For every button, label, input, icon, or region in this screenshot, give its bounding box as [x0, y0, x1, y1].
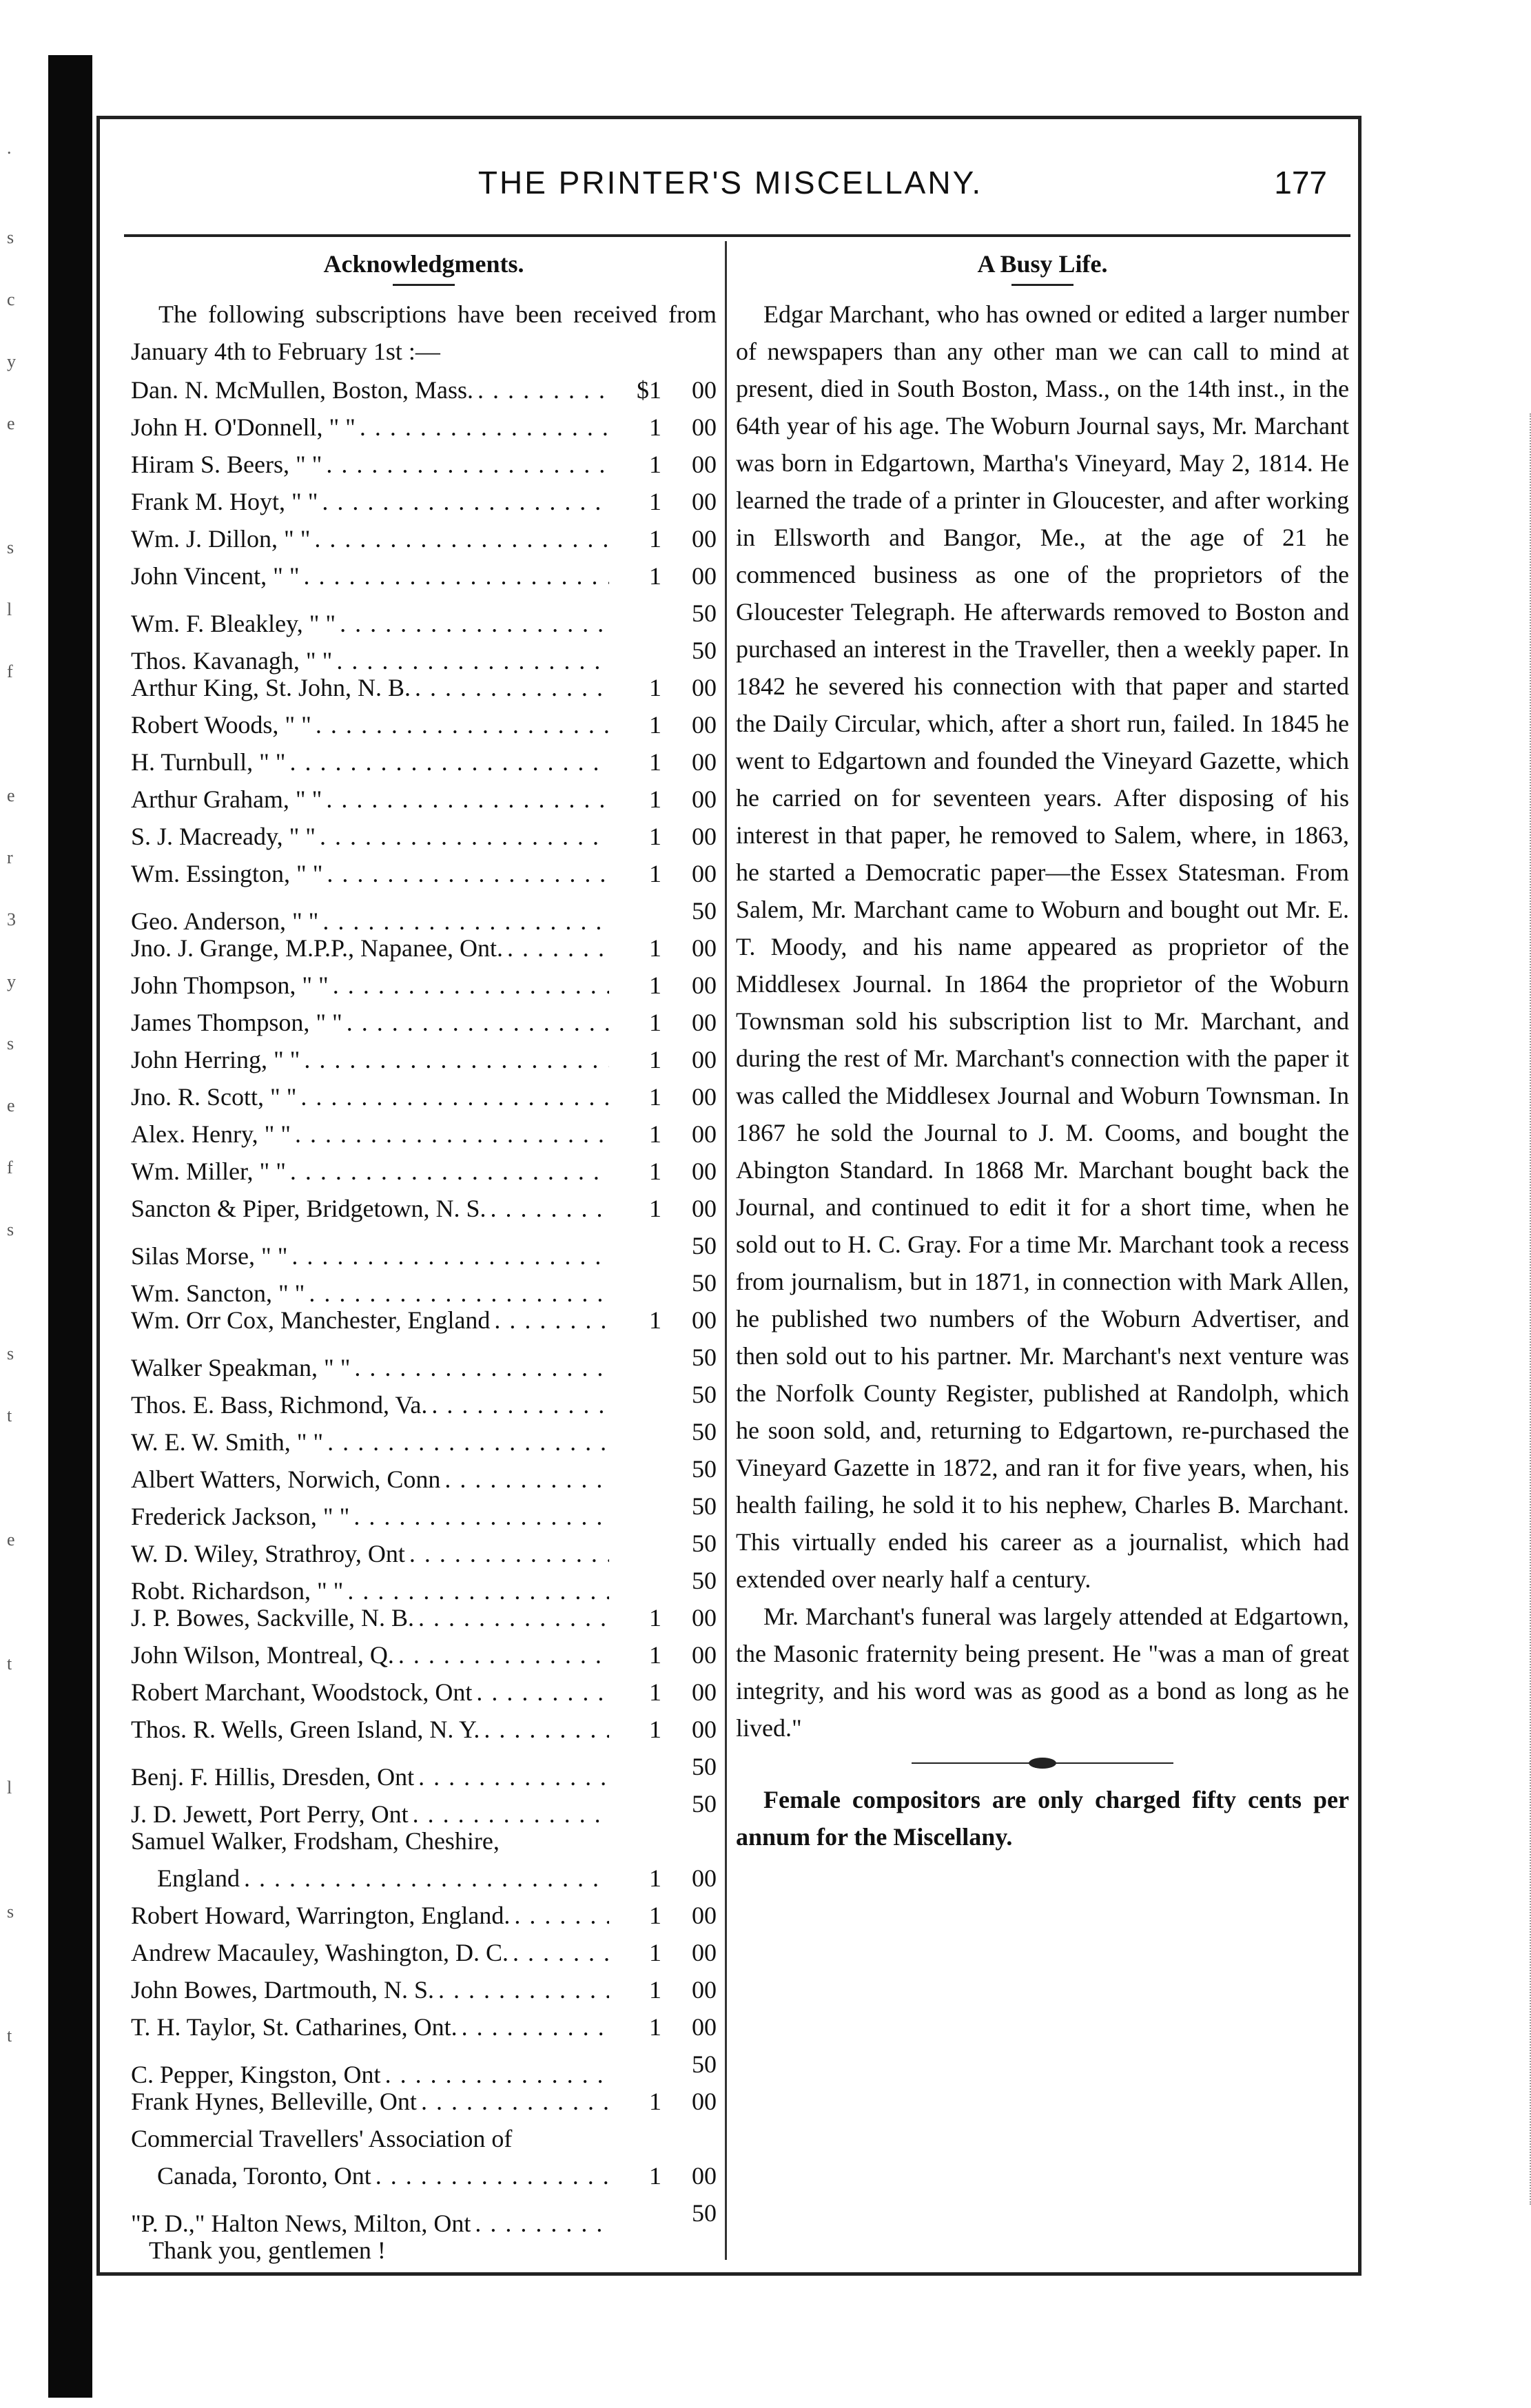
list-item — [131, 1339, 717, 1381]
subscription-amount: 50 — [692, 1455, 717, 1483]
subscriber-name: Benj. F. Hillis, Dresden, Ont — [131, 1763, 415, 1791]
subscriber-name: Samuel Walker, Frodsham, Cheshire, — [131, 1827, 500, 1855]
subscription-amount: 1 00 — [649, 1195, 717, 1222]
subscriber-name: Wm. F. Bleakley, " " — [131, 610, 336, 637]
list-item — [131, 1711, 717, 1748]
subscription-amount: 1 00 — [649, 1716, 717, 1743]
subscriber-name: Wm. Sancton, " " — [131, 1279, 305, 1307]
subscriber-name: John Wilson, Montreal, Q. — [131, 1641, 394, 1669]
page-edge-right — [1520, 413, 1531, 2205]
subscription-amount: 1 00 — [649, 2162, 717, 2190]
subscription-amount: 1 00 — [649, 823, 717, 850]
list-item — [131, 520, 717, 557]
subscription-amount: 50 — [692, 1753, 717, 1780]
subscription-amount: 1 00 — [649, 1902, 717, 1929]
subscriber-name: T. H. Taylor, St. Catharines, Ont. — [131, 2013, 458, 2041]
subscriber-name: Robert Howard, Warrington, England. — [131, 1902, 511, 1929]
subscription-amount: 50 — [692, 897, 717, 925]
subscriber-name: Thos. Kavanagh, " " — [131, 647, 333, 675]
article-column — [736, 245, 1349, 1855]
list-item — [131, 967, 717, 1004]
list-item — [131, 1748, 717, 1791]
subscriber-name: Jno. R. Scott, " " — [131, 1083, 297, 1111]
header-rule — [124, 234, 1350, 237]
subscription-amount: 1 00 — [649, 1864, 717, 1892]
subscriber-name: Geo. Anderson, " " — [131, 907, 319, 935]
list-item — [131, 1860, 717, 1897]
list-item — [131, 1153, 717, 1190]
subscriber-name: Thos. E. Bass, Richmond, Va. — [131, 1391, 428, 1419]
subscriber-name: John Thompson, " " — [131, 971, 329, 999]
subscriber-name: Thos. R. Wells, Green Island, N. Y. — [131, 1716, 480, 1743]
acknowledgments-heading: Acknowledgments. — [323, 250, 524, 278]
article-body — [736, 296, 1349, 1747]
list-item — [131, 2194, 717, 2237]
article-heading: A Busy Life. — [977, 250, 1108, 278]
subscription-amount: 50 — [692, 1418, 717, 1445]
subscription-amount: 1 00 — [649, 1083, 717, 1111]
list-item — [131, 1636, 717, 1674]
subscriber-name: John Vincent, " " — [131, 562, 300, 590]
page-header — [103, 150, 1357, 212]
subscriber-name: S. J. Macready, " " — [131, 823, 316, 850]
list-item — [131, 1004, 717, 1041]
article-paragraph: Edgar Marchant, who has owned or edited a larger number of newspapers than any other man we can call to mind at present, died in South Boston, Mass., on the 14th inst., in the 64th year of his age. The Woburn Journal says, Mr. Marchant was born in Edgartown, Martha's Vineyard, May 2, 1814. He learned the trade of a printer in Gloucester, and after working in Ellsworth and Bangor, Me., at the age of 21 he commenced business as one of the proprietors of the Gloucester Telegraph. He afterwards removed to Boston and purchased an interest in the Traveller, then a weekly paper. In 1842 he severed his connection with that paper and started the Daily Circular, which, after a short run, failed. In 1845 he went to Edgartown and founded the Vineyard Gazette, which he carried on for seventeen years. After disposing of his interest in that paper, he removed to Salem, where, in 1863, he started a Democratic paper—the Essex Statesman. From Salem, Mr. Marchant came to Woburn and bought out Mr. E. T. Moody, and his name appeared as proprietor of the Middlesex Journal. In 1864 the proprietor of the Woburn Townsman sold his subscription list to Mr. Marchant, and during the rest of Mr. Marchant's connection with the paper it was called the Middlesex Journal and Woburn Townsman. In 1867 he sold the Journal to J. M. Cooms, and bought the Abington Standard. In 1868 Mr. Marchant bought back the Journal, and continued to edit it for a short time, when he sold out to H. C. Gray. For a time Mr. Marchant took a recess from journalism, but in 1871, in connection with Mark Allen, he published two numbers of the Woburn Advertiser, and then sold out to his partner. Mr. Marchant's next venture was the Norfolk County Register, published at Randolph, which he soon sold, and, returning to Edgartown, re-purchased the Vineyard Gazette in 1872, and ran it for five years, when, his health failing, he sold it to his nephew, Charles B. Marchant. This virtually ended his career as a journalist, which had extended over nearly half a century. — [736, 300, 1349, 1593]
list-item — [131, 2120, 717, 2157]
ornament-divider — [912, 1755, 1173, 1771]
subscription-amount: 50 — [692, 1567, 717, 1594]
subscriber-name: Silas Morse, " " — [131, 1242, 288, 1270]
subscription-amount: 1 00 — [649, 413, 717, 441]
list-item — [131, 1971, 717, 2008]
subscription-list — [131, 1897, 717, 2120]
subscriber-name: "P. D.," Halton News, Milton, Ont — [131, 2210, 471, 2237]
subscriber-name: Robert Woods, " " — [131, 711, 311, 739]
list-item — [131, 1078, 717, 1115]
subscriber-name: Robt. Richardson, " " — [131, 1577, 344, 1605]
list-item — [131, 2046, 717, 2088]
subscriber-name: J. P. Bowes, Sackville, N. B. — [131, 1604, 415, 1632]
subscription-amount: 1 00 — [649, 1306, 717, 1334]
subscription-amount: $1 00 — [637, 376, 717, 404]
list-item — [131, 557, 717, 595]
subscriber-name: John Bowes, Dartmouth, N. S. — [131, 1976, 434, 2004]
subscriber-name: Hiram S. Beers, " " — [131, 451, 322, 478]
subscription-amount: 50 — [692, 1232, 717, 1259]
subscriber-name: Alex. Henry, " " — [131, 1120, 291, 1148]
subscription-amount: 50 — [692, 2199, 717, 2227]
adjacent-page-edge: . s c y e s l f e r 3 y s e f s s t e t l s t — [7, 138, 16, 2046]
subscriber-name: H. Turnbull, " " — [131, 748, 286, 776]
subscriber-name: John H. O'Donnell, " " — [131, 413, 356, 441]
subscription-amount: 1 00 — [649, 674, 717, 701]
subscription-amount: 50 — [692, 1530, 717, 1557]
list-item — [131, 818, 717, 855]
subscriber-name: Sancton & Piper, Bridgetown, N. S. — [131, 1195, 486, 1222]
list-item — [131, 855, 717, 892]
subscriber-name: Wm. Essington, " " — [131, 860, 323, 887]
list-item — [131, 669, 717, 706]
subscription-amount: 1 00 — [649, 1678, 717, 1706]
binding-spine — [48, 55, 92, 2398]
heading-rule — [393, 284, 455, 286]
subscription-amount: 1 00 — [649, 1046, 717, 1073]
subscriber-name: J. D. Jewett, Port Perry, Ont — [131, 1800, 409, 1828]
list-item — [131, 1301, 717, 1339]
subscription-amount: 50 — [692, 1381, 717, 1408]
subscriber-name: Wm. J. Dillon, " " — [131, 525, 311, 553]
subscription-amount: 1 00 — [649, 860, 717, 887]
subscriber-name: C. Pepper, Kingston, Ont — [131, 2061, 381, 2088]
subscription-amount: 1 00 — [649, 785, 717, 813]
column-divider — [725, 241, 727, 2260]
subscriber-name: Albert Watters, Norwich, Conn — [131, 1465, 441, 1493]
list-item — [131, 1227, 717, 1270]
subscriber-name: Wm. Miller, " " — [131, 1157, 286, 1185]
list-item — [131, 371, 717, 409]
subscriber-name: John Herring, " " — [131, 1046, 300, 1073]
page-number: 177 — [1274, 165, 1327, 200]
list-item — [131, 1897, 717, 1934]
subscription-amount: 50 — [692, 637, 717, 664]
subscription-amount: 1 00 — [649, 525, 717, 553]
subscriber-name: Commercial Travellers' Association of — [131, 2125, 513, 2152]
subscriber-name: Walker Speakman, " " — [131, 1354, 351, 1381]
subscription-amount: 50 — [692, 1492, 717, 1520]
subscription-amount: 1 00 — [649, 971, 717, 999]
subscription-amount: 1 00 — [649, 711, 717, 739]
list-item — [131, 929, 717, 967]
list-item — [131, 595, 717, 637]
subscriber-name: Arthur King, St. John, N. B. — [131, 674, 411, 701]
list-item — [131, 743, 717, 781]
list-item — [131, 446, 717, 483]
list-item — [131, 409, 717, 446]
list-item — [131, 2083, 717, 2120]
subscription-amount: 1 00 — [649, 1939, 717, 1966]
subscriber-name: Robert Marchant, Woodstock, Ont — [131, 1678, 473, 1706]
subscription-amount: 50 — [692, 599, 717, 627]
subscriber-name: Frederick Jackson, " " — [131, 1503, 350, 1530]
list-item — [131, 1190, 717, 1227]
subscription-amount: 50 — [692, 1344, 717, 1371]
subscription-list — [131, 371, 717, 1828]
subscriber-name: Jno. J. Grange, M.P.P., Napanee, Ont. — [131, 934, 503, 962]
subscription-amount: 1 00 — [649, 1157, 717, 1185]
subscriber-name: Frank Hynes, Belleville, Ont — [131, 2088, 417, 2115]
list-item — [131, 2157, 717, 2194]
subscription-amount: 1 00 — [649, 934, 717, 962]
subscription-amount: 50 — [692, 2050, 717, 2078]
subscriber-name: Andrew Macauley, Washington, D. C. — [131, 1939, 508, 1966]
subscriber-name: James Thompson, " " — [131, 1009, 342, 1036]
thanks-line: Thank you, gentlemen ! — [149, 2236, 386, 2264]
subscription-amount: 1 00 — [649, 2088, 717, 2115]
subscription-amount: 1 00 — [649, 488, 717, 515]
list-item — [131, 2008, 717, 2046]
subscription-amount: 1 00 — [649, 2013, 717, 2041]
subscription-amount: 1 00 — [649, 562, 717, 590]
list-item — [131, 1822, 717, 1860]
subscription-amount: 1 00 — [649, 451, 717, 478]
subscriber-name: Arthur Graham, " " — [131, 785, 322, 813]
subscription-amount: 1 00 — [649, 1009, 717, 1036]
subscriber-name: England — [157, 1864, 240, 1892]
page-title: THE PRINTER'S MISCELLANY. — [477, 165, 983, 200]
notice-text: Female compositors are only charged fifty cents per annum for the Miscellany. — [736, 1786, 1349, 1851]
list-item — [131, 483, 717, 520]
subscription-amount: 50 — [692, 1269, 717, 1297]
heading-rule — [1011, 284, 1073, 286]
subscriber-name: W. E. W. Smith, " " — [131, 1428, 324, 1456]
acknowledgments-column — [131, 245, 717, 2269]
list-item — [131, 706, 717, 743]
list-item — [131, 1674, 717, 1711]
subscriber-name: W. D. Wiley, Strathroy, Ont — [131, 1540, 405, 1567]
subscription-amount: 50 — [692, 1790, 717, 1818]
subscription-amount: 1 00 — [649, 1976, 717, 2004]
subscriber-name: Dan. N. McMullen, Boston, Mass. — [131, 376, 473, 404]
list-item — [131, 781, 717, 818]
subscription-amount: 1 00 — [649, 748, 717, 776]
article-paragraph: Mr. Marchant's funeral was largely attended at Edgartown, the Masonic fraternity being present. He "was a man of great integrity, and his word was as good as a bond as long as he lived." — [736, 1603, 1349, 1742]
acknowledgments-intro: The following subscriptions have been received from January 4th to February 1st :— — [131, 300, 717, 365]
list-item — [131, 1115, 717, 1153]
list-item — [131, 1599, 717, 1636]
subscriber-name: Frank M. Hoyt, " " — [131, 488, 318, 515]
subscriber-name: Wm. Orr Cox, Manchester, England — [131, 1306, 491, 1334]
list-item — [131, 1934, 717, 1971]
list-item — [131, 1041, 717, 1078]
subscription-amount: 1 00 — [649, 1641, 717, 1669]
subscription-amount: 1 00 — [649, 1604, 717, 1632]
subscriber-name: Canada, Toronto, Ont — [157, 2162, 371, 2190]
list-item — [131, 892, 717, 935]
subscription-amount: 1 00 — [649, 1120, 717, 1148]
